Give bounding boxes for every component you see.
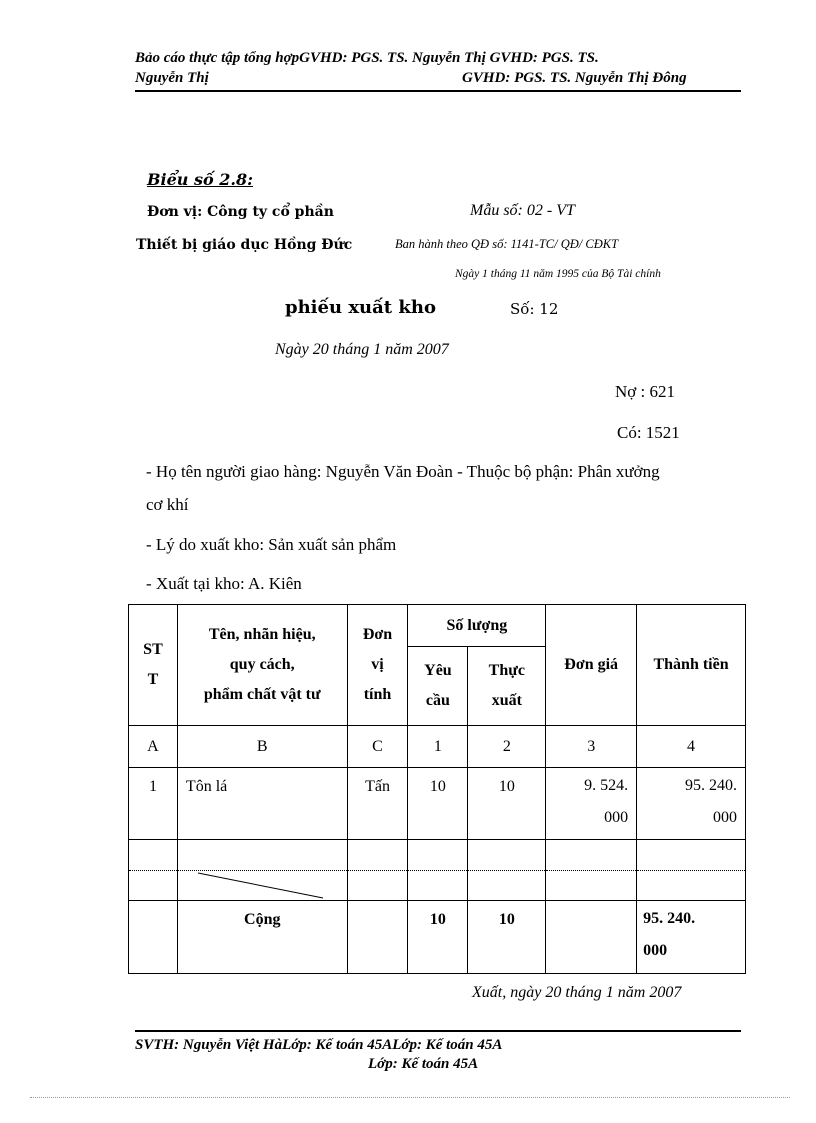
row-price	[546, 768, 637, 840]
footer-line-2: Lớp: Kế toán 45A	[368, 1056, 479, 1072]
header-name-line-1: Tên, nhãn hiệu,	[208, 626, 316, 643]
warehouse-line: - Xuất tại kho: A. Kiên	[146, 574, 302, 593]
header-actual	[468, 647, 546, 726]
header-name-line-3: phẩm chất vật tư	[203, 686, 321, 703]
unit-line-2: Thiết bị giáo dục Hồng Đức	[136, 237, 353, 253]
reason-line: - Lý do xuất kho: Sản xuất sản phẩm	[146, 535, 397, 554]
header-line-1: Bảo cáo thực tập tổng hợpGVHD: PGS. TS. Nguyễn Thị GVHD: PGS. TS.	[135, 50, 599, 66]
total-amount	[637, 901, 746, 974]
slip-number: Số: 12	[510, 300, 559, 318]
header-unit-line-1: Đơn	[362, 626, 393, 643]
deliverer-line-2: cơ khí	[146, 495, 189, 514]
header-name	[177, 605, 347, 726]
credit-account: Có: 1521	[617, 423, 680, 442]
total-actual: 10	[468, 901, 546, 974]
total-requested: 10	[408, 901, 468, 974]
debit-account: Nợ : 621	[615, 382, 675, 401]
header-quantity: Số lượng	[408, 605, 546, 647]
header-requested-line-1: Yêu	[424, 662, 452, 679]
total-label: Cộng	[177, 901, 347, 974]
row-name: Tôn lá	[177, 768, 347, 840]
page-bottom-dots	[30, 1097, 790, 1098]
header-line-2-left: Nguyễn Thị	[135, 70, 209, 86]
header-price: Đơn giá	[546, 605, 637, 726]
slip-date: Ngày 20 tháng 1 năm 2007	[275, 341, 449, 358]
row-price-line-2: 000	[604, 809, 629, 826]
row-actual: 10	[468, 768, 546, 840]
code-cell: 1	[408, 726, 468, 768]
issued-by: Ban hành theo QĐ số: 1141-TC/ QĐ/ CĐKT	[395, 237, 619, 251]
code-cell: 4	[637, 726, 746, 768]
header-unit-line-2: vị	[371, 656, 384, 673]
code-cell: 2	[468, 726, 546, 768]
row-price-line-1: 9. 524.	[584, 777, 629, 794]
row-amount-line-1: 95. 240.	[685, 777, 737, 794]
table-total-row	[129, 901, 746, 974]
row-stt: 1	[129, 768, 178, 840]
header-actual-line-2: xuất	[491, 692, 522, 709]
issued-date: Ngày 1 tháng 11 năm 1995 của Bộ Tài chính	[455, 268, 661, 280]
table-row	[129, 768, 746, 840]
header-amount: Thành tiền	[637, 605, 746, 726]
total-amount-line-2: 000	[643, 942, 668, 959]
code-cell: C	[347, 726, 408, 768]
header-stt-line-1: ST	[143, 641, 163, 658]
code-cell: B	[177, 726, 347, 768]
row-unit: Tấn	[347, 768, 408, 840]
row-amount-line-2: 000	[713, 809, 737, 826]
code-cell: A	[129, 726, 178, 768]
header-requested	[408, 647, 468, 726]
footer-rule	[135, 1030, 741, 1032]
table-empty-row	[129, 840, 746, 871]
deliverer-line-1: - Họ tên người giao hàng: Nguyễn Văn Đoàn - Thuộc bộ phận: Phân xưởng	[146, 462, 660, 481]
page-title: phiếu xuất kho	[285, 297, 436, 318]
row-amount	[637, 768, 746, 840]
header-actual-line-1: Thực	[488, 662, 525, 679]
total-amount-line-1: 95. 240.	[643, 910, 696, 927]
form-label: Biểu số 2.8:	[147, 170, 253, 189]
table-header-row	[129, 605, 746, 647]
header-unit	[347, 605, 408, 726]
header-line-2-right: GVHD: PGS. TS. Nguyễn Thị Đông	[462, 70, 687, 86]
issue-slip-table	[128, 604, 746, 974]
table-code-row	[129, 726, 746, 768]
header-rule	[135, 90, 741, 92]
header-requested-line-2: cầu	[425, 692, 450, 709]
strike-cell	[177, 871, 347, 901]
strike-line	[178, 871, 348, 901]
table-empty-row	[129, 871, 746, 901]
unit-line-1: Đơn vị: Công ty cổ phần	[147, 204, 334, 220]
row-requested: 10	[408, 768, 468, 840]
header-stt	[129, 605, 178, 726]
code-cell: 3	[546, 726, 637, 768]
header-name-line-2: quy cách,	[229, 656, 295, 673]
header-stt-line-2: T	[147, 671, 159, 688]
template-number: Mẫu số: 02 - VT	[470, 202, 575, 219]
issue-date-footer: Xuất, ngày 20 tháng 1 năm 2007	[472, 984, 682, 1001]
header-unit-line-3: tính	[363, 686, 392, 703]
footer-line-1: SVTH: Nguyễn Việt HàLớp: Kế toán 45ALớp: Kế toán 45A	[135, 1037, 503, 1053]
